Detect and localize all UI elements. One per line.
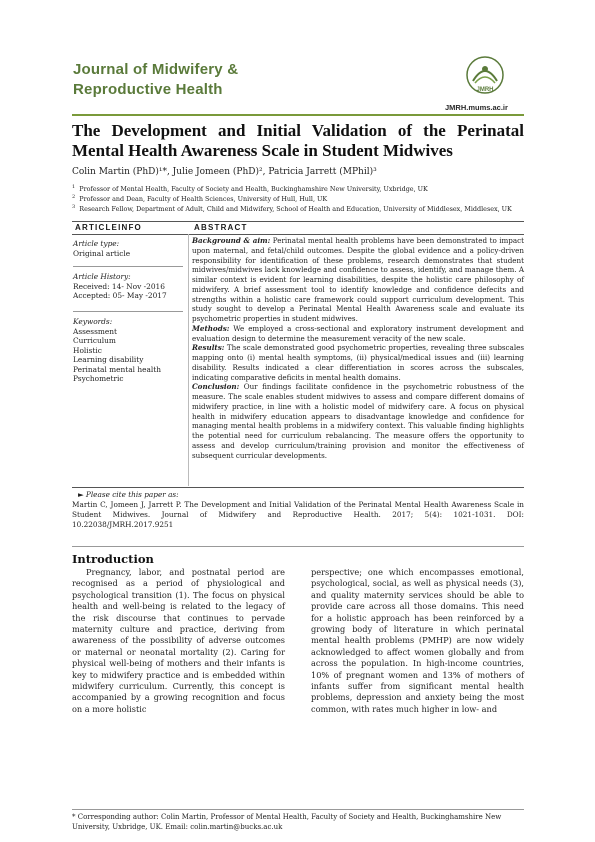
article-type-value: Original article — [73, 248, 131, 258]
citation-bottom-rule — [72, 546, 524, 547]
column-divider — [188, 234, 189, 486]
citation-block — [72, 490, 524, 530]
author-list: Colin Martin (PhD)¹*, Julie Jomeen (PhD)², Patricia Jarrett (MPhil)³ — [72, 167, 377, 177]
journal-website: JMRH.mums.ac.ir — [445, 103, 508, 112]
intro-column-2 — [311, 567, 524, 715]
introduction-heading: Introduction — [72, 552, 154, 566]
affiliation-3: $^3$ Research Fellow, Department of Adult, Child and Midwifery, School of Health and Education, University of Middlesex, Middlesex, UK — [72, 204, 512, 214]
journal-logo — [453, 53, 517, 98]
keyword: Psychometric — [73, 374, 124, 383]
keyword: Learning disability — [73, 355, 144, 364]
affiliation-1: $^1$ Professor of Mental Health, Faculty of Society and Health, Buckinghamshire New University, Uxbridge, UK — [72, 184, 428, 194]
keywords-label: Keywords: — [73, 317, 113, 326]
citation-label: ► Please cite this paper as: — [78, 490, 179, 499]
keywords-block — [73, 317, 183, 384]
section-header-rule — [72, 234, 524, 235]
accepted-date: Accepted: 05- May -2017 — [73, 291, 167, 300]
abstract-body — [192, 236, 524, 460]
paper-title: The Development and Initial Validation of the Perinatal Mental Health Awareness Scale in Student Midwives — [72, 121, 524, 160]
journal-name-line1: Journal of Midwifery & — [73, 61, 239, 78]
journal-name-line2: Reproductive Health — [73, 81, 223, 98]
received-date: Received: 14- Nov -2016 — [73, 281, 165, 291]
svg-text:JMRH: JMRH — [476, 87, 494, 93]
article-history-label: Article History: — [73, 272, 131, 281]
article-type-label: Article type: — [73, 239, 120, 248]
corresponding-author-footnote: * Corresponding author: Colin Martin, Professor of Mental Health, Faculty of Society and Health, Buckinghamshire New University, Uxbridge, UK. Email: colin.martin@bucks.ac.uk — [72, 813, 502, 831]
article-type-block — [73, 239, 183, 258]
article-history-block — [73, 272, 183, 301]
intro-column-1 — [72, 567, 285, 715]
intro-paragraph-2: perspective; one which encompasses emotional, psychological, social, as well as physical needs (3), and quality maternity services should be able to provide care across all those domains. This need for a holistic approach has been reinforced by a growing body of literature in which perinatal mental health problems (PMHP) are now widely acknowledged to affect women globally and from across the population. In high-income countries, 10% of pregnant women and 13% of mothers of infants suffer from significant mental health problems, depression and anxiety being the most common, with rates much higher in low- and — [311, 567, 524, 714]
header-divider — [72, 114, 524, 116]
keyword: Perinatal mental health — [73, 364, 162, 374]
footnote-rule — [72, 809, 524, 810]
abstract-background: Background & aim: Perinatal mental health problems have been demonstrated to impact upon maternal, and fetal/child outcomes. Despite the global evidence and a policy-driven responsibility for identification of these problems, research demonstrates that student midwives/midwives lack knowledge and confidence to assess, identify, and manage them. A similar context is evident for learning disabilities, despite the holistic care philosophy of midwifery. A brief assessment tool to identify knowledge and confidence defecits and strengths within a holistic care framework could support curriculum development. This study sought to develop a Perinatal Mental Health Awareness scale and evaluate its psychometric properties in student midwives. — [192, 236, 524, 323]
info-divider-2 — [73, 311, 183, 312]
section-top-rule — [72, 221, 524, 222]
abstract-header: ABSTRACT — [194, 223, 248, 232]
info-divider-1 — [73, 266, 183, 267]
abstract-conclusion: Conclusion: Our findings facilitate confidence in the psychometric robustness of the measure. The scale enables student midwives to assess and compare different domains of midwifery practice, in line with a holistic model of midwifery care. A focus on physical health in midwifery education appears to disadvantage knowledge and confidence for managing mental health problems in a midwifery context. This valuable finding highlights the potential need for curriculum rebalancing. The measure offers the opportunity to assess and develop curriculum/training provision and monitor the effectiveness of subsequent curricular developments. — [192, 382, 524, 460]
abstract-methods: Methods: We employed a cross-sectional and exploratory instrument development and evaluation design to determine the measurement veracity of the new scale. — [192, 323, 524, 343]
keyword: Holistic — [73, 345, 102, 355]
article-info-header: ARTICLEINFO — [75, 223, 142, 232]
affiliation-2: $^2$ Professor and Dean, Faculty of Health Sciences, University of Hull, Hull, UK — [72, 194, 328, 204]
journal-name — [73, 60, 238, 100]
abstract-results: Results: The scale demonstrated good psychometric properties, revealing three subscales mapping onto (i) mental health symptoms, (ii) physical/medical issues and (iii) learning disability. Results indicated a clear differentiation in scores across the subscales, indicating comparative deficits in mental health domains. — [192, 343, 524, 382]
keyword: Assessment — [73, 326, 117, 336]
keyword: Curriculum — [73, 336, 116, 345]
citation-text: Martin C, Jomeen J, Jarrett P. The Development and Initial Validation of the Perinatal Mental Health Awareness Scale in Student Midwives. Journal of Midwifery and Reproductive Health. 2017; 5(4): 1021-1031. DOI: 10.22038/JMRH.2017.9251 — [72, 500, 524, 529]
intro-paragraph-1: Pregnancy, labor, and postnatal period are recognised as a period of physiological and psychological transition (1). The focus on physical health and well-being is related to the legacy of the risk discourse that continues to pervade maternity culture and practice, deriving from awareness of the possibility of adverse outcomes or maternal or neonatal mortality (2). Caring for physical well-being of mothers and their infants is key to midwifery practice and is embedded within midwifery curriculum. Currently, this concept is accompanied by a growing recognition and focus on a more holistic — [72, 567, 285, 714]
abstract-bottom-rule — [72, 487, 524, 488]
